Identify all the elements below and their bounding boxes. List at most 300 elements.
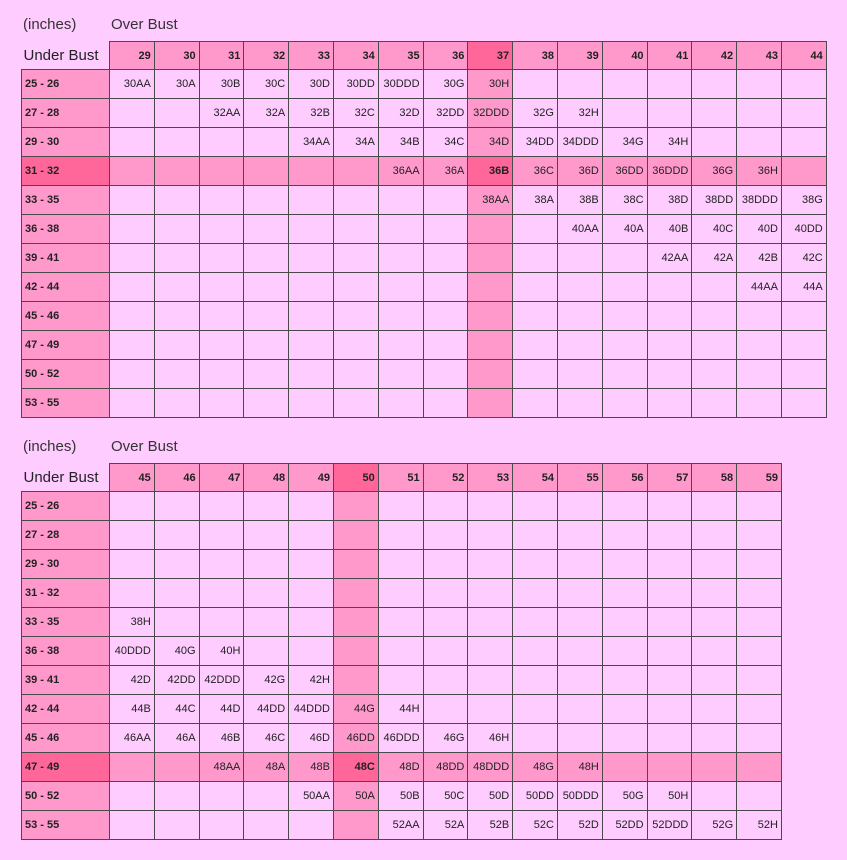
size-cell xyxy=(468,637,513,666)
size-cell xyxy=(378,186,423,215)
over-bust-header-47: 47 xyxy=(199,464,244,492)
size-cell xyxy=(110,215,155,244)
size-cell xyxy=(602,302,647,331)
size-cell xyxy=(513,492,558,521)
size-cell xyxy=(557,637,602,666)
size-cell: 32DDD xyxy=(468,99,513,128)
size-cell: 48A xyxy=(244,753,289,782)
size-cell xyxy=(110,753,155,782)
size-cell xyxy=(110,389,155,418)
size-cell xyxy=(602,360,647,389)
table-row xyxy=(22,608,782,637)
size-cell xyxy=(513,302,558,331)
size-cell xyxy=(378,666,423,695)
size-cell xyxy=(110,811,155,840)
size-cell xyxy=(557,579,602,608)
size-cell xyxy=(781,360,826,389)
size-cell: 52C xyxy=(513,811,558,840)
size-cell xyxy=(199,521,244,550)
size-cell xyxy=(333,608,378,637)
size-cell xyxy=(468,521,513,550)
size-cell xyxy=(647,521,692,550)
size-cell xyxy=(513,608,558,637)
under-bust-label: 39 - 41 xyxy=(22,244,110,273)
size-cell xyxy=(647,302,692,331)
table-row xyxy=(22,724,782,753)
size-cell xyxy=(647,550,692,579)
over-bust-header-row xyxy=(22,464,782,492)
size-cell xyxy=(154,302,199,331)
size-cell xyxy=(244,521,289,550)
size-cell: 30AA xyxy=(110,70,155,99)
size-cell xyxy=(647,637,692,666)
size-cell: 30C xyxy=(244,70,289,99)
size-cell xyxy=(154,521,199,550)
size-cell xyxy=(289,157,334,186)
size-cell: 50AA xyxy=(289,782,334,811)
size-cell xyxy=(737,128,782,157)
size-cell xyxy=(513,724,558,753)
over-bust-header-59: 59 xyxy=(737,464,782,492)
size-cell xyxy=(602,273,647,302)
size-cell xyxy=(647,753,692,782)
size-cell: 34C xyxy=(423,128,468,157)
size-cell xyxy=(737,608,782,637)
table-row xyxy=(22,128,827,157)
over-bust-header-41: 41 xyxy=(647,42,692,70)
size-cell xyxy=(110,521,155,550)
under-bust-label: 42 - 44 xyxy=(22,695,110,724)
size-cell xyxy=(333,811,378,840)
size-cell: 36G xyxy=(692,157,737,186)
under-bust-label: 50 - 52 xyxy=(22,360,110,389)
size-cell: 34A xyxy=(333,128,378,157)
size-cell xyxy=(199,244,244,273)
over-bust-header-31: 31 xyxy=(199,42,244,70)
under-bust-label: 33 - 35 xyxy=(22,608,110,637)
size-cell: 50DD xyxy=(513,782,558,811)
size-cell: 42D xyxy=(110,666,155,695)
size-cell xyxy=(289,302,334,331)
size-cell xyxy=(647,99,692,128)
size-cell xyxy=(378,608,423,637)
size-cell xyxy=(647,666,692,695)
table-row xyxy=(22,550,782,579)
size-cell xyxy=(333,637,378,666)
size-cell xyxy=(199,579,244,608)
size-cell: 32DD xyxy=(423,99,468,128)
size-cell xyxy=(692,273,737,302)
size-cell: 40AA xyxy=(557,215,602,244)
size-cell xyxy=(423,666,468,695)
size-cell xyxy=(199,782,244,811)
size-cell xyxy=(244,360,289,389)
size-cell xyxy=(737,695,782,724)
size-cell xyxy=(333,579,378,608)
table-row xyxy=(22,666,782,695)
over-bust-header-48: 48 xyxy=(244,464,289,492)
size-cell: 44D xyxy=(199,695,244,724)
under-bust-label: 53 - 55 xyxy=(22,811,110,840)
size-cell xyxy=(602,753,647,782)
size-cell xyxy=(602,331,647,360)
size-cell xyxy=(468,215,513,244)
size-cell: 42DD xyxy=(154,666,199,695)
table-row xyxy=(22,695,782,724)
size-cell xyxy=(154,273,199,302)
size-cell xyxy=(289,521,334,550)
table-row xyxy=(22,811,782,840)
size-cell xyxy=(647,389,692,418)
size-cell xyxy=(423,244,468,273)
size-cell xyxy=(423,492,468,521)
size-cell xyxy=(289,550,334,579)
size-cell xyxy=(692,70,737,99)
size-cell: 36B xyxy=(468,157,513,186)
over-bust-header-36: 36 xyxy=(423,42,468,70)
size-cell xyxy=(378,389,423,418)
size-cell xyxy=(557,273,602,302)
size-cell xyxy=(154,782,199,811)
size-cell xyxy=(154,215,199,244)
table-row xyxy=(22,579,782,608)
size-cell: 30A xyxy=(154,70,199,99)
table-row xyxy=(22,637,782,666)
under-bust-label: 31 - 32 xyxy=(22,157,110,186)
size-cell xyxy=(602,637,647,666)
size-cell xyxy=(602,666,647,695)
size-cell xyxy=(692,360,737,389)
size-cell: 46DDD xyxy=(378,724,423,753)
under-bust-label: 27 - 28 xyxy=(22,99,110,128)
size-cell xyxy=(199,157,244,186)
size-cell xyxy=(423,389,468,418)
size-cell xyxy=(781,99,826,128)
over-bust-header-44: 44 xyxy=(781,42,826,70)
size-cell xyxy=(692,389,737,418)
size-cell xyxy=(557,70,602,99)
size-cell: 46B xyxy=(199,724,244,753)
size-cell xyxy=(737,99,782,128)
size-cell xyxy=(602,724,647,753)
size-cell xyxy=(333,389,378,418)
table-row xyxy=(22,331,827,360)
size-cell xyxy=(244,186,289,215)
size-cell: 48DDD xyxy=(468,753,513,782)
size-cell xyxy=(557,550,602,579)
size-cell: 34D xyxy=(468,128,513,157)
unit-label: (inches) xyxy=(23,438,77,455)
size-cell: 38AA xyxy=(468,186,513,215)
size-cell xyxy=(737,579,782,608)
size-cell xyxy=(647,70,692,99)
size-cell: 44DDD xyxy=(289,695,334,724)
size-cell xyxy=(378,492,423,521)
size-cell xyxy=(154,608,199,637)
size-cell xyxy=(468,608,513,637)
size-cell: 40B xyxy=(647,215,692,244)
size-cell xyxy=(692,302,737,331)
table-row xyxy=(22,389,827,418)
size-cell xyxy=(781,157,826,186)
size-cell: 40H xyxy=(199,637,244,666)
size-cell xyxy=(110,492,155,521)
size-cell xyxy=(289,608,334,637)
size-cell: 30H xyxy=(468,70,513,99)
size-cell: 50H xyxy=(647,782,692,811)
size-cell xyxy=(468,389,513,418)
size-cell xyxy=(513,521,558,550)
size-cell xyxy=(110,302,155,331)
under-bust-label: 45 - 46 xyxy=(22,302,110,331)
size-cell: 42A xyxy=(692,244,737,273)
size-cell xyxy=(468,302,513,331)
size-cell xyxy=(199,550,244,579)
size-cell: 44H xyxy=(378,695,423,724)
size-cell xyxy=(647,331,692,360)
size-cell: 50G xyxy=(602,782,647,811)
over-bust-header-35: 35 xyxy=(378,42,423,70)
size-cell xyxy=(557,724,602,753)
size-cell xyxy=(110,782,155,811)
size-cell xyxy=(423,360,468,389)
size-cell xyxy=(333,186,378,215)
size-cell: 36H xyxy=(737,157,782,186)
under-bust-label: 36 - 38 xyxy=(22,637,110,666)
size-cell: 50DDD xyxy=(557,782,602,811)
size-cell xyxy=(602,521,647,550)
size-cell: 40DDD xyxy=(110,637,155,666)
size-cell xyxy=(244,492,289,521)
size-cell xyxy=(781,389,826,418)
size-cell: 44B xyxy=(110,695,155,724)
size-cell xyxy=(513,695,558,724)
over-bust-header-52: 52 xyxy=(423,464,468,492)
size-cell xyxy=(289,492,334,521)
size-cell xyxy=(244,215,289,244)
size-cell xyxy=(244,302,289,331)
size-cell xyxy=(647,724,692,753)
size-cell: 32B xyxy=(289,99,334,128)
size-cell xyxy=(244,331,289,360)
size-cell: 48G xyxy=(513,753,558,782)
size-cell: 52H xyxy=(737,811,782,840)
size-cell xyxy=(378,273,423,302)
size-cell xyxy=(737,753,782,782)
size-cell xyxy=(692,666,737,695)
size-cell: 50C xyxy=(423,782,468,811)
size-cell: 30DD xyxy=(333,70,378,99)
size-cell: 42AA xyxy=(647,244,692,273)
over-bust-header-54: 54 xyxy=(513,464,558,492)
size-cell: 36AA xyxy=(378,157,423,186)
size-cell xyxy=(737,724,782,753)
size-cell xyxy=(513,273,558,302)
size-cell xyxy=(333,360,378,389)
size-cell xyxy=(602,389,647,418)
size-cell xyxy=(513,360,558,389)
size-cell xyxy=(333,492,378,521)
size-cell xyxy=(289,244,334,273)
size-cell: 32G xyxy=(513,99,558,128)
size-cell xyxy=(602,579,647,608)
size-cell xyxy=(513,244,558,273)
size-cell: 44DD xyxy=(244,695,289,724)
size-cell xyxy=(513,666,558,695)
under-bust-title: Under Bust xyxy=(23,468,99,486)
size-cell xyxy=(244,244,289,273)
under-bust-label: 50 - 52 xyxy=(22,782,110,811)
over-bust-header-55: 55 xyxy=(557,464,602,492)
table-row xyxy=(22,492,782,521)
size-cell xyxy=(602,695,647,724)
size-cell xyxy=(110,550,155,579)
size-cell xyxy=(378,579,423,608)
size-cell xyxy=(692,695,737,724)
size-cell xyxy=(110,99,155,128)
size-cell xyxy=(110,186,155,215)
size-table-lower xyxy=(21,463,782,840)
size-cell xyxy=(110,331,155,360)
size-cell: 48C xyxy=(333,753,378,782)
over-bust-header-58: 58 xyxy=(692,464,737,492)
size-cell xyxy=(378,244,423,273)
size-cell xyxy=(110,244,155,273)
table-row xyxy=(22,521,782,550)
size-cell: 34B xyxy=(378,128,423,157)
size-cell xyxy=(154,157,199,186)
size-cell xyxy=(378,521,423,550)
size-cell xyxy=(513,637,558,666)
size-cell xyxy=(737,302,782,331)
size-cell xyxy=(423,579,468,608)
size-cell: 38H xyxy=(110,608,155,637)
size-table-upper xyxy=(21,41,827,418)
size-cell xyxy=(244,811,289,840)
size-cell: 46D xyxy=(289,724,334,753)
size-cell xyxy=(333,244,378,273)
size-cell xyxy=(513,215,558,244)
size-cell xyxy=(468,360,513,389)
size-cell xyxy=(378,215,423,244)
over-bust-header-43: 43 xyxy=(737,42,782,70)
size-cell: 30D xyxy=(289,70,334,99)
size-cell xyxy=(154,360,199,389)
size-cell xyxy=(647,695,692,724)
table-row xyxy=(22,70,827,99)
size-cell: 48AA xyxy=(199,753,244,782)
over-bust-header-33: 33 xyxy=(289,42,334,70)
size-cell: 46A xyxy=(154,724,199,753)
size-cell: 42G xyxy=(244,666,289,695)
size-cell xyxy=(378,550,423,579)
size-cell: 38DD xyxy=(692,186,737,215)
over-bust-header-49: 49 xyxy=(289,464,334,492)
size-cell: 46G xyxy=(423,724,468,753)
size-cell xyxy=(199,608,244,637)
over-bust-header-53: 53 xyxy=(468,464,513,492)
size-cell xyxy=(244,128,289,157)
size-cell xyxy=(468,666,513,695)
size-cell xyxy=(154,128,199,157)
size-cell xyxy=(199,186,244,215)
size-cell: 46C xyxy=(244,724,289,753)
size-cell xyxy=(647,492,692,521)
size-cell: 40G xyxy=(154,637,199,666)
size-cell xyxy=(423,521,468,550)
size-cell: 44G xyxy=(333,695,378,724)
size-cell: 34DD xyxy=(513,128,558,157)
size-cell xyxy=(557,244,602,273)
size-cell xyxy=(602,244,647,273)
size-cell xyxy=(423,215,468,244)
size-cell: 50D xyxy=(468,782,513,811)
size-cell xyxy=(781,70,826,99)
size-cell xyxy=(110,128,155,157)
size-cell xyxy=(468,695,513,724)
size-cell xyxy=(244,579,289,608)
size-cell xyxy=(692,521,737,550)
size-cell: 52AA xyxy=(378,811,423,840)
size-cell xyxy=(289,331,334,360)
under-bust-title: Under Bust xyxy=(23,46,99,64)
size-cell xyxy=(737,70,782,99)
size-cell xyxy=(378,331,423,360)
size-cell xyxy=(333,302,378,331)
size-cell xyxy=(557,521,602,550)
over-bust-header-row xyxy=(22,42,827,70)
size-cell xyxy=(692,637,737,666)
size-cell: 38A xyxy=(513,186,558,215)
size-cell xyxy=(737,492,782,521)
size-cell xyxy=(199,811,244,840)
size-cell xyxy=(781,302,826,331)
size-cell xyxy=(423,331,468,360)
size-cell: 42DDD xyxy=(199,666,244,695)
size-cell xyxy=(289,811,334,840)
size-cell: 34AA xyxy=(289,128,334,157)
size-cell xyxy=(692,492,737,521)
size-cell xyxy=(557,666,602,695)
size-cell xyxy=(199,331,244,360)
size-cell: 32AA xyxy=(199,99,244,128)
size-cell: 40A xyxy=(602,215,647,244)
size-cell xyxy=(333,521,378,550)
size-cell xyxy=(423,550,468,579)
size-cell: 50A xyxy=(333,782,378,811)
over-bust-header-51: 51 xyxy=(378,464,423,492)
size-cell: 46DD xyxy=(333,724,378,753)
size-cell xyxy=(737,637,782,666)
size-cell xyxy=(154,550,199,579)
size-cell xyxy=(154,811,199,840)
size-cell xyxy=(289,637,334,666)
size-cell xyxy=(737,550,782,579)
over-bust-header-57: 57 xyxy=(647,464,692,492)
under-bust-label: 33 - 35 xyxy=(22,186,110,215)
size-cell xyxy=(154,753,199,782)
size-cell: 52A xyxy=(423,811,468,840)
size-cell xyxy=(154,389,199,418)
size-cell xyxy=(468,273,513,302)
size-cell xyxy=(513,389,558,418)
size-cell xyxy=(602,492,647,521)
size-cell xyxy=(513,331,558,360)
size-cell xyxy=(154,99,199,128)
size-cell xyxy=(244,389,289,418)
size-cell xyxy=(647,273,692,302)
size-cell xyxy=(468,331,513,360)
